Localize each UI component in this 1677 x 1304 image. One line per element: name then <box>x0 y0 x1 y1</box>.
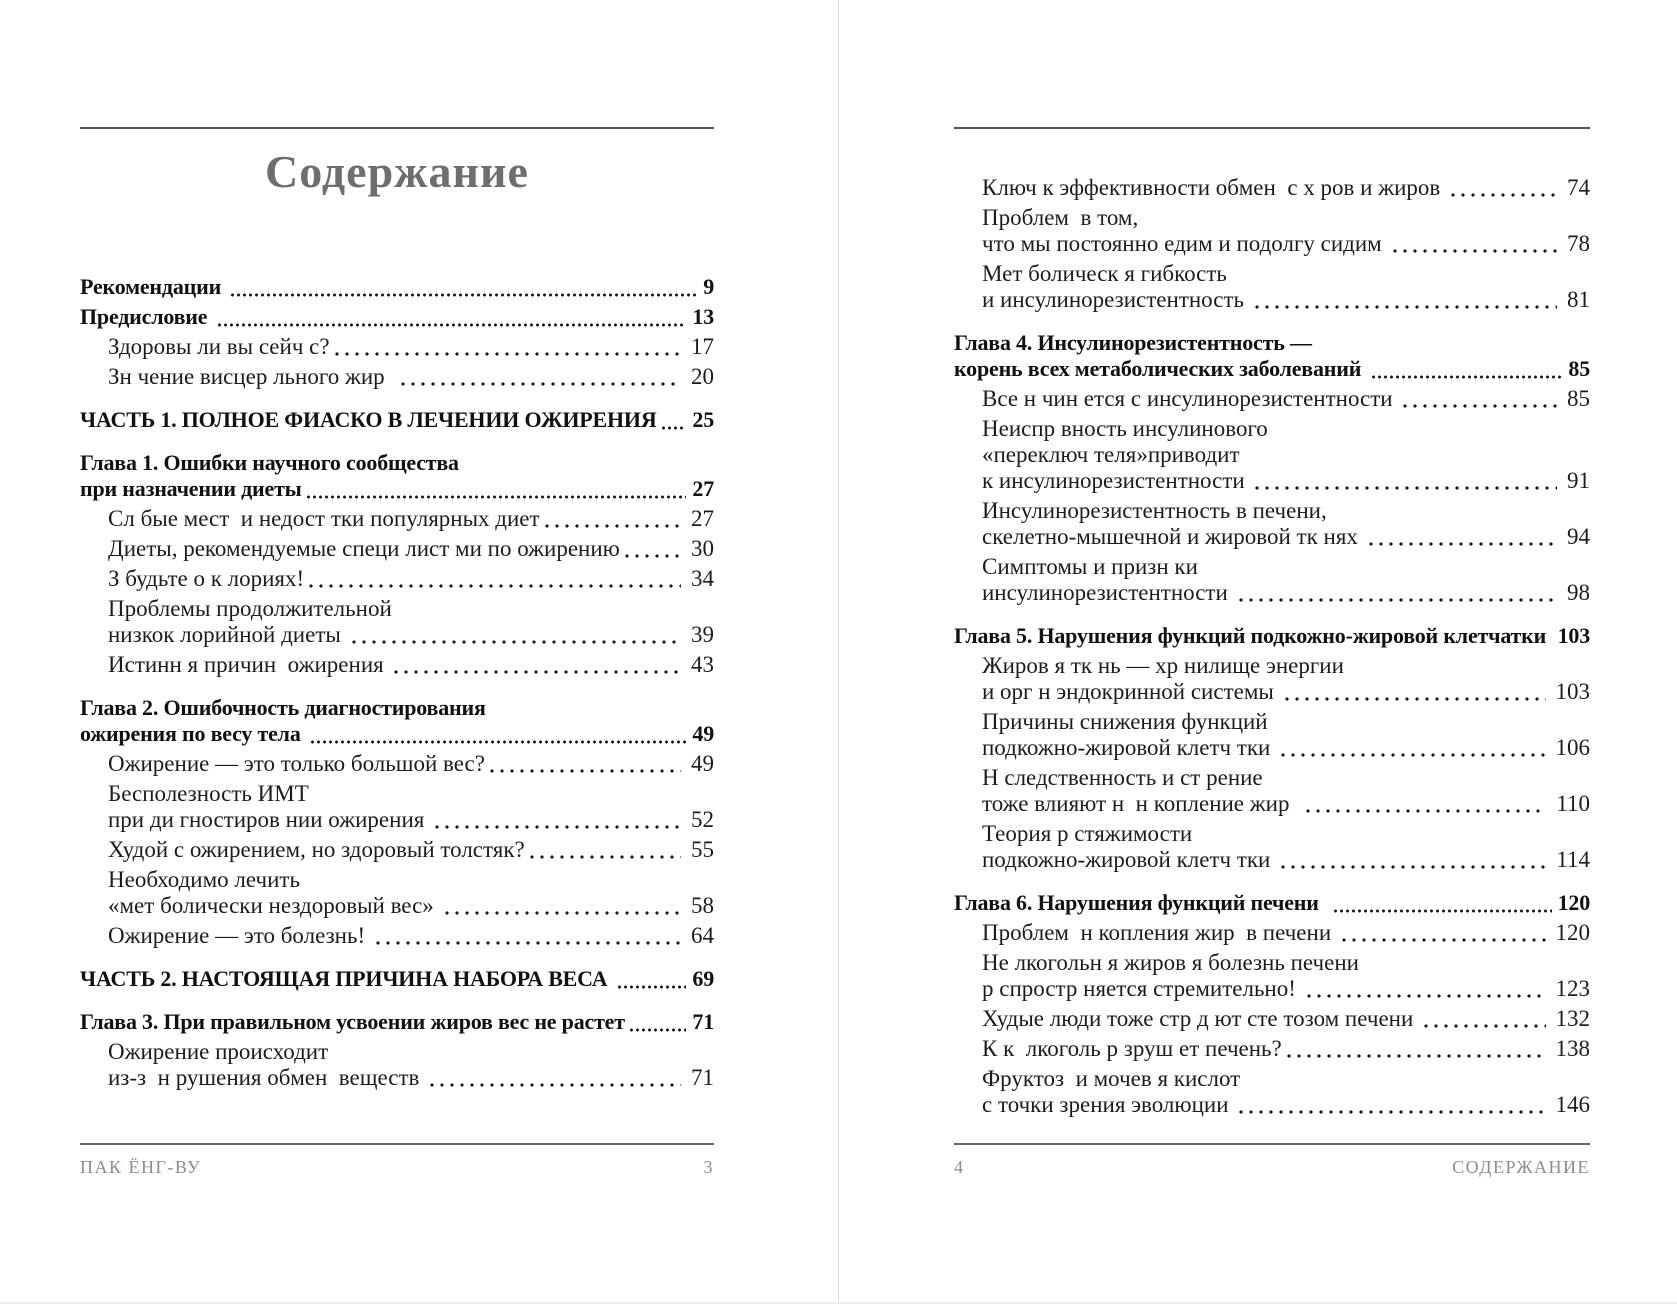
toc-entry-line <box>954 330 1590 356</box>
dot-leader <box>1276 735 1548 761</box>
toc-page-number: 106 <box>1555 735 1590 760</box>
dot-leader <box>1280 679 1549 705</box>
right-footer <box>954 1143 1590 1178</box>
toc-page-number: 94 <box>1567 524 1590 549</box>
toc-entry <box>954 821 1590 873</box>
toc-entry <box>954 709 1590 761</box>
toc-entry-line <box>982 1036 1590 1062</box>
toc-entry-line <box>982 847 1590 873</box>
toc-entry-text: при назначении диеты <box>80 476 302 501</box>
toc-entry-line <box>982 442 1590 468</box>
toc-entry-line <box>982 1006 1590 1032</box>
toc-entry-text: Худой с ожирением, но здоровый толстяк? <box>108 837 525 862</box>
toc-entry <box>80 1039 714 1091</box>
toc-entry-line <box>108 867 714 893</box>
toc-entry-line <box>80 304 714 330</box>
dot-leader <box>1367 356 1566 382</box>
page-divider <box>838 0 839 1302</box>
toc-entry <box>80 364 714 390</box>
toc-entry <box>80 304 714 330</box>
toc-entry-line <box>108 334 714 360</box>
toc-entry-line <box>108 751 714 777</box>
dot-leader <box>525 837 684 863</box>
dot-leader <box>1276 847 1549 873</box>
toc-entry-line <box>108 1065 714 1091</box>
toc-entry-line <box>108 506 714 532</box>
toc-page-number: 25 <box>692 407 714 432</box>
toc-entry-text: Глава 4. Инсулинорезистентность — <box>954 330 1312 355</box>
toc-entry-text: Глава 1. Ошибки научного сообщества <box>80 450 459 475</box>
toc-page-number: 81 <box>1567 287 1590 312</box>
toc-entry <box>954 554 1590 606</box>
toc-entry-line <box>982 821 1590 847</box>
toc-entry-text: Бесполезность ИМТ <box>108 781 309 806</box>
toc-entry-text: скелетно-мышечной и жировой тк нях <box>982 524 1364 549</box>
toc-entry <box>80 407 714 433</box>
dot-leader <box>1250 287 1560 313</box>
toc-entry-text: Все н чин ется с инсулинорезистентности <box>982 386 1399 411</box>
toc-entry <box>80 536 714 562</box>
toc-entry-text: Зн чение висцер льного жир <box>108 364 397 389</box>
toc-page-number: 49 <box>692 721 714 746</box>
toc-entry-line <box>982 950 1590 976</box>
toc-entry-line <box>982 261 1590 287</box>
toc-entry-line <box>954 356 1590 382</box>
left-toc-entries <box>80 274 714 1091</box>
toc-entry-text: р спростр няется стремительно! <box>982 976 1302 1001</box>
toc-entry-line <box>982 1092 1590 1118</box>
toc-entry-text: Сл бые мест и недост тки популярных диет <box>108 506 540 531</box>
toc-page-number: 103 <box>1557 623 1590 648</box>
toc-entry-text: Жиров я тк нь — хр нилище энергии <box>982 653 1344 678</box>
dot-leader <box>1388 231 1561 257</box>
toc-entry-line <box>108 536 714 562</box>
toc-entry-text: Предисловие <box>80 304 213 329</box>
toc-page-number: 103 <box>1555 679 1590 704</box>
toc-entry-text: к инсулинорезистентности <box>982 468 1251 493</box>
toc-entry-text: при ди гностиров нии ожирения <box>108 807 431 832</box>
toc-page-number: 17 <box>691 334 714 359</box>
toc-entry <box>954 498 1590 550</box>
toc-entry-text: низкок лорийной диеты <box>108 622 347 647</box>
toc-entry-line <box>982 580 1590 606</box>
dot-leader <box>330 334 684 360</box>
left-footer <box>80 1143 714 1178</box>
page-number-left: 3 <box>703 1157 714 1177</box>
right-toc-entries <box>954 0 1590 1118</box>
dot-leader <box>425 1065 684 1091</box>
toc-page-number: 27 <box>692 476 714 501</box>
toc-entry-line <box>982 287 1590 313</box>
toc-entry-text: корень всех метаболических заболеваний <box>954 356 1367 381</box>
toc-entry <box>80 566 714 592</box>
toc-entry-text: Необходимо лечить <box>108 867 300 892</box>
dot-leader <box>625 1009 690 1035</box>
dot-leader <box>430 807 684 833</box>
toc-entry <box>954 330 1590 382</box>
toc-entry <box>80 450 714 502</box>
toc-page-number: 98 <box>1567 580 1590 605</box>
toc-entry-text: Проблем в том, <box>982 205 1139 230</box>
toc-entry-line <box>80 1009 714 1035</box>
toc-entry <box>954 205 1590 257</box>
toc-entry-line <box>982 976 1590 1002</box>
toc-entry-text: К к лкоголь р зруш ет печень? <box>982 1036 1282 1061</box>
dot-leader <box>1301 791 1549 817</box>
toc-page-number: 138 <box>1555 1036 1590 1061</box>
dot-leader <box>302 476 690 502</box>
toc-entry <box>954 890 1590 916</box>
right-top-rule <box>954 127 1590 129</box>
toc-entry-line <box>80 407 714 433</box>
toc-entry-line <box>982 205 1590 231</box>
toc-entry-text: ЧАСТЬ 1. ПОЛНОЕ ФИАСКО В ЛЕЧЕНИИ ОЖИРЕНИЯ <box>80 407 657 432</box>
dot-leader <box>657 407 690 433</box>
toc-entry-line <box>982 1066 1590 1092</box>
toc-entry <box>954 386 1590 412</box>
toc-entry <box>80 506 714 532</box>
toc-entry-line <box>108 364 714 390</box>
toc-entry-text: Глава 6. Нарушения функций печени <box>954 890 1330 915</box>
toc-page-number: 74 <box>1567 175 1590 200</box>
page-right <box>954 0 1590 1304</box>
toc-page-number: 69 <box>692 966 714 991</box>
toc-entry <box>954 920 1590 946</box>
toc-entry-text: Глава 3. При правильном усвоении жиров вес не растет <box>80 1009 625 1034</box>
dot-leader <box>1282 1036 1549 1062</box>
toc-entry-text: Неиспр вность инсулинового <box>982 416 1268 441</box>
right-footer-rule <box>954 1143 1590 1145</box>
toc-entry-text: инсулинорезистентности <box>982 580 1234 605</box>
toc-entry-line <box>108 781 714 807</box>
toc-entry <box>80 334 714 360</box>
toc-entry-text: Рекомендации <box>80 274 227 299</box>
toc-entry-line <box>108 807 714 833</box>
toc-entry-line <box>982 554 1590 580</box>
toc-entry-text: Мет болическ я гибкость <box>982 261 1227 286</box>
toc-entry-text: Ожирение — это болезнь! <box>108 923 371 948</box>
toc-entry <box>80 751 714 777</box>
toc-entry-line <box>108 1039 714 1065</box>
toc-entry-line <box>108 837 714 863</box>
toc-entry-line <box>954 890 1590 916</box>
toc-entry-text: ЧАСТЬ 2. НАСТОЯЩАЯ ПРИЧИНА НАБОРА ВЕСА <box>80 966 613 991</box>
toc-entry-text: Ключ к эффективности обмен с х ров и жиров <box>982 175 1447 200</box>
toc-entry-text: Глава 5. Нарушения функций подкожно-жировой клетчатки <box>954 623 1552 648</box>
toc-entry <box>80 1009 714 1035</box>
dot-leader <box>304 566 684 592</box>
toc-entry-text: из-з н рушения обмен веществ <box>108 1065 426 1090</box>
toc-entry <box>80 867 714 919</box>
toc-page-number: 110 <box>1556 791 1590 816</box>
toc-page-number: 30 <box>691 536 714 561</box>
toc-entry-text: и инсулинорезистентность <box>982 287 1250 312</box>
toc-entry-text: «переключ теля»приводит <box>982 442 1240 467</box>
toc-entry-text: Причины снижения функций <box>982 709 1268 734</box>
toc-entry <box>954 950 1590 1002</box>
dot-leader <box>620 536 684 562</box>
toc-page-number: 85 <box>1568 356 1590 381</box>
dot-leader <box>1398 386 1560 412</box>
dot-leader <box>226 274 700 300</box>
toc-entry-text: Фруктоз и мочев я кислот <box>982 1066 1246 1091</box>
toc-page-number: 13 <box>692 304 714 329</box>
dot-leader <box>1329 890 1554 916</box>
toc-entry <box>954 765 1590 817</box>
toc-entry-text: Глава 2. Ошибочность диагностирования <box>80 695 486 720</box>
toc-entry-line <box>108 923 714 949</box>
toc-entry-line <box>108 596 714 622</box>
left-footer-rule <box>80 1143 714 1145</box>
toc-entry <box>954 653 1590 705</box>
toc-page-number: 9 <box>703 274 714 299</box>
dot-leader <box>485 751 684 777</box>
toc-entry-line <box>80 695 714 721</box>
toc-entry <box>80 652 714 678</box>
toc-entry-text: Н следственность и ст рение <box>982 765 1263 790</box>
toc-title: Содержание <box>265 146 529 197</box>
toc-entry-text: Ожирение — это только большой вес? <box>108 751 485 776</box>
dot-leader <box>213 304 690 330</box>
toc-entry-line <box>954 623 1590 649</box>
toc-entry-line <box>982 416 1590 442</box>
toc-entry-line <box>982 709 1590 735</box>
toc-entry-line <box>108 893 714 919</box>
toc-entry <box>954 623 1590 649</box>
toc-entry-text: Симптомы и призн ки <box>982 554 1198 579</box>
toc-entry-line <box>982 920 1590 946</box>
page-number-right: 4 <box>954 1157 965 1177</box>
toc-entry-line <box>108 652 714 678</box>
toc-entry-line <box>80 274 714 300</box>
toc-entry-text: с точки зрения эволюции <box>982 1092 1235 1117</box>
toc-entry <box>954 1066 1590 1118</box>
toc-entry-line <box>982 468 1590 494</box>
toc-entry-text: что мы постоянно едим и подолгу сидим <box>982 231 1388 256</box>
toc-page-number: 85 <box>1567 386 1590 411</box>
dot-leader <box>1446 175 1560 201</box>
toc-entry-text: Ожирение происходит <box>108 1039 329 1064</box>
toc-entry <box>80 596 714 648</box>
toc-entry-line <box>80 450 714 476</box>
toc-page-number: 146 <box>1555 1092 1590 1117</box>
toc-entry <box>80 837 714 863</box>
toc-page-number: 58 <box>691 893 714 918</box>
toc-entry-text: Не лкогольн я жиров я болезнь печени <box>982 950 1359 975</box>
toc-entry-text: З будьте о к лориях! <box>108 566 305 591</box>
toc-page-number: 34 <box>691 566 714 591</box>
toc-entry-text: Теория р стяжимости <box>982 821 1193 846</box>
toc-entry-text: Истинн я причин ожирения <box>108 652 390 677</box>
toc-entry <box>954 416 1590 494</box>
toc-entry-line <box>80 476 714 502</box>
toc-entry-line <box>982 175 1590 201</box>
toc-entry-line <box>80 721 714 747</box>
dot-leader <box>1549 623 1555 649</box>
toc-entry-line <box>982 791 1590 817</box>
toc-entry <box>954 261 1590 313</box>
toc-entry-line <box>982 498 1590 524</box>
dot-leader <box>396 364 684 390</box>
dot-leader <box>1337 920 1549 946</box>
dot-leader <box>1364 524 1560 550</box>
toc-page-number: 64 <box>691 923 714 948</box>
dot-leader <box>306 721 689 747</box>
toc-entry <box>954 175 1590 201</box>
toc-entry <box>80 923 714 949</box>
toc-entry-text: Худые люди тоже стр д ют сте тозом печени <box>982 1006 1420 1031</box>
toc-entry <box>954 1036 1590 1062</box>
toc-entry-line <box>982 386 1590 412</box>
dot-leader <box>613 966 690 992</box>
toc-entry-text: и орг н эндокринной системы <box>982 679 1280 704</box>
dot-leader <box>1419 1006 1548 1032</box>
toc-entry-text: подкожно-жировой клетч тки <box>982 847 1277 872</box>
toc-entry <box>954 1006 1590 1032</box>
dot-leader <box>1302 976 1549 1002</box>
toc-page-number: 49 <box>691 751 714 776</box>
toc-page-number: 20 <box>691 364 714 389</box>
toc-page-number: 120 <box>1555 920 1590 945</box>
toc-entry-line <box>982 735 1590 761</box>
dot-leader <box>540 506 684 532</box>
dot-leader <box>1234 580 1560 606</box>
toc-entry-text: Инсулинорезистентность в печени, <box>982 498 1327 523</box>
toc-entry <box>80 274 714 300</box>
left-top-rule <box>80 127 714 129</box>
toc-page-number: 123 <box>1555 976 1590 1001</box>
toc-entry-line <box>108 622 714 648</box>
toc-entry-line <box>982 653 1590 679</box>
toc-entry-line <box>80 966 714 992</box>
dot-leader <box>440 893 684 919</box>
toc-entry-text: подкожно-жировой клетч тки <box>982 735 1277 760</box>
toc-entry <box>80 695 714 747</box>
toc-entry-text: тоже влияют н н копление жир <box>982 791 1301 816</box>
dot-leader <box>389 652 684 678</box>
dot-leader <box>347 622 684 648</box>
toc-page-number: 132 <box>1555 1006 1590 1031</box>
dot-leader <box>371 923 684 949</box>
toc-entry-line <box>982 679 1590 705</box>
toc-entry-text: Диеты, рекомендуемые специ лист ми по ожирению <box>108 536 620 561</box>
toc-page-number: 114 <box>1556 847 1590 872</box>
toc-page-number: 78 <box>1567 231 1590 256</box>
page-left <box>80 0 714 1304</box>
toc-entry <box>80 781 714 833</box>
dot-leader <box>1234 1092 1548 1118</box>
toc-entry-line <box>982 231 1590 257</box>
toc-entry-text: ожирения по весу тела <box>80 721 306 746</box>
toc-entry-text: Проблемы продолжительной <box>108 596 392 621</box>
running-header-section: СОДЕРЖАНИЕ <box>1452 1157 1590 1177</box>
running-header-author: ПАК ЁНГ-ВУ <box>80 1157 202 1177</box>
toc-page-number: 55 <box>691 837 714 862</box>
toc-entry <box>80 966 714 992</box>
toc-entry-line <box>982 765 1590 791</box>
toc-page-number: 39 <box>691 622 714 647</box>
toc-page-number: 71 <box>691 1065 714 1090</box>
toc-page-number: 120 <box>1557 890 1590 915</box>
toc-entry-text: Проблем н копления жир в печени <box>982 920 1337 945</box>
toc-page-number: 91 <box>1567 468 1590 493</box>
toc-entry-text: Здоровы ли вы сейч с? <box>108 334 330 359</box>
toc-page-number: 43 <box>691 652 714 677</box>
toc-entry-line <box>982 524 1590 550</box>
toc-page-number: 27 <box>691 506 714 531</box>
dot-leader <box>1250 468 1560 494</box>
toc-entry-line <box>108 566 714 592</box>
toc-page-number: 71 <box>692 1009 714 1034</box>
toc-page-number: 52 <box>691 807 714 832</box>
toc-entry-text: «мет болически нездоровый вес» <box>108 893 440 918</box>
